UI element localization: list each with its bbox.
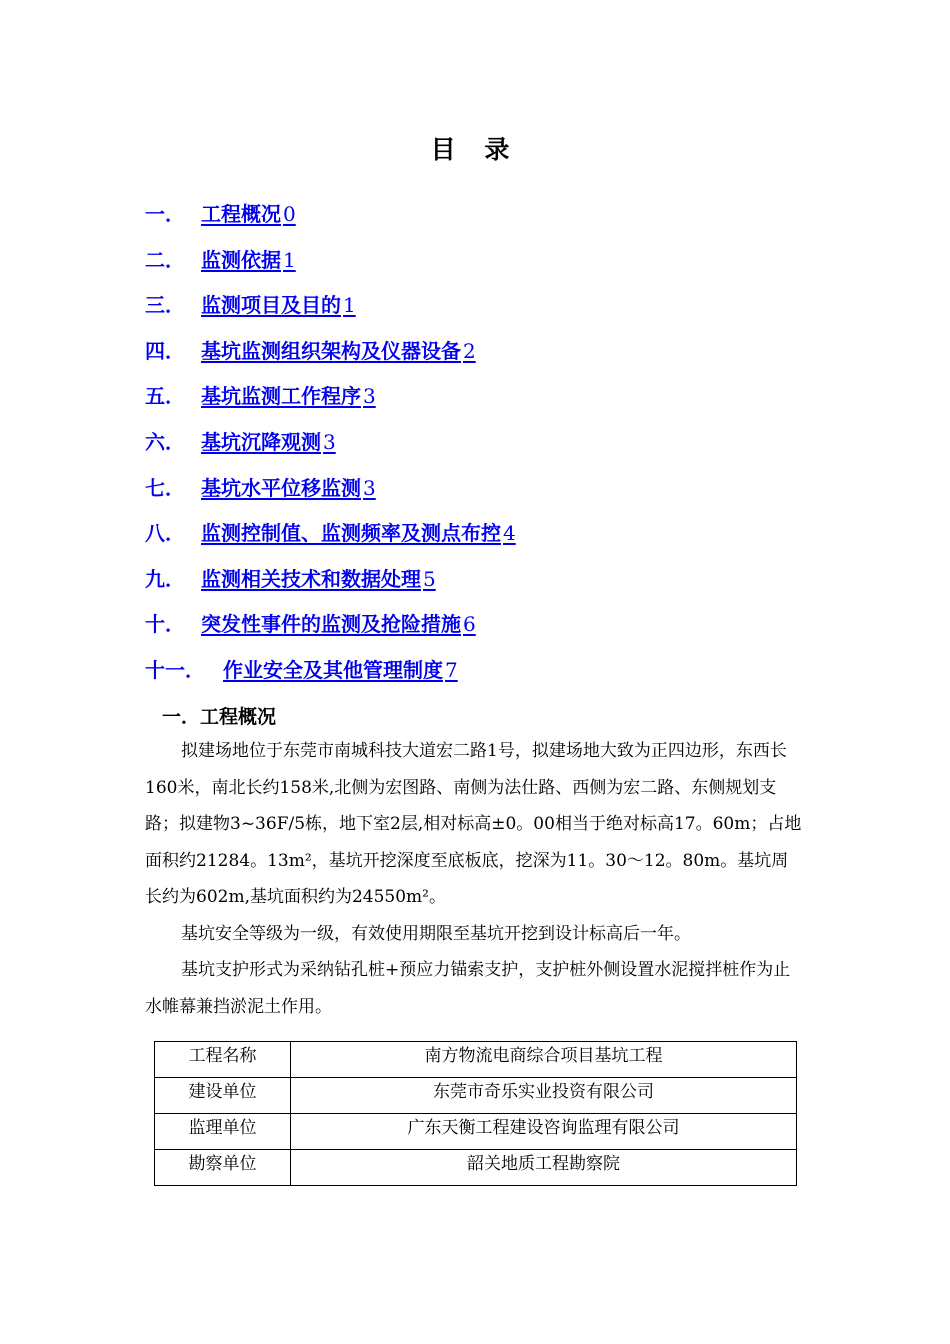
toc-page-number: 0 <box>283 202 296 226</box>
toc-link-1[interactable] <box>145 248 296 272</box>
toc-number: 十一． <box>145 657 205 682</box>
toc-list <box>145 196 516 698</box>
table-value-cell: 广东天衡工程建设咨询监理有限公司 <box>291 1114 797 1150</box>
toc-entry-text: 基坑沉降观测 <box>201 429 321 454</box>
table-label-cell: 建设单位 <box>155 1078 291 1114</box>
toc-page-number: 1 <box>343 293 356 318</box>
toc-page-number: 2 <box>463 338 476 363</box>
toc-entry-text: 监测控制值、监测频率及测点布控 <box>201 521 501 546</box>
toc-entry-text: 工程概况 <box>201 202 281 226</box>
toc-page-number: 3 <box>363 384 376 409</box>
toc-page-number: 5 <box>423 566 436 591</box>
toc-entry-text: 作业安全及其他管理制度 <box>223 657 443 682</box>
table-row <box>155 1150 797 1186</box>
toc-page-number: 6 <box>463 612 476 637</box>
toc-link-8[interactable] <box>145 567 436 591</box>
section-heading: 一．工程概况 <box>162 706 277 728</box>
table-row <box>155 1042 797 1078</box>
toc-page-number: 7 <box>445 657 458 682</box>
toc-entry-text: 基坑水平位移监测 <box>201 475 361 500</box>
toc-item <box>145 424 516 470</box>
toc-number: 八． <box>145 521 185 546</box>
table-value-cell: 东莞市奇乐实业投资有限公司 <box>291 1078 797 1114</box>
toc-number: 六． <box>145 429 185 454</box>
toc-entry-text: 突发性事件的监测及抢险措施 <box>201 612 461 637</box>
toc-number: 七． <box>145 475 185 500</box>
project-info-table <box>154 1041 797 1186</box>
toc-page-number: 1 <box>283 247 296 272</box>
toc-item <box>145 515 516 561</box>
toc-item <box>145 606 516 652</box>
table-label-cell: 监理单位 <box>155 1114 291 1150</box>
toc-number: 五． <box>145 384 185 409</box>
toc-entry-text: 基坑监测组织架构及仪器设备 <box>201 338 461 363</box>
paragraph: 基坑支护形式为采纳钻孔桩+预应力锚索支护，支护桩外侧设置水泥搅拌桩作为止水帷幕兼挡淤泥土作用。 <box>145 960 791 1017</box>
toc-item <box>145 378 516 424</box>
toc-number: 九． <box>145 566 185 591</box>
toc-link-7[interactable] <box>145 521 516 545</box>
toc-number: 一． <box>145 202 185 226</box>
table-row <box>155 1114 797 1150</box>
table-value-cell: 南方物流电商综合项目基坑工程 <box>291 1042 797 1078</box>
toc-item <box>145 333 516 379</box>
toc-item <box>145 470 516 516</box>
paragraph: 基坑安全等级为一级，有效使用期限至基坑开挖到设计标高后一年。 <box>181 923 691 944</box>
toc-title: 目 录 <box>430 135 520 164</box>
toc-link-10[interactable] <box>145 658 458 682</box>
toc-number: 三． <box>145 293 185 318</box>
toc-item <box>145 561 516 607</box>
toc-link-0[interactable] <box>145 202 296 226</box>
toc-page-number: 4 <box>503 521 516 546</box>
paragraph: 拟建场地位于东莞市南城科技大道宏二路1号，拟建场地大致为正四边形，东西长160米，南北长约158米,北侧为宏图路、南侧为法仕路、西侧为宏二路、东侧规划支路；拟建物3~36F/5栋，地下室2层,相对标高±0。00相当于绝对标高17。60m；占地面积约21284。13m²，基坑开挖深度至底板底，挖深为11。30～12。80m。基坑周长约为602m,基坑面积约为24550m²。 <box>145 741 802 907</box>
toc-item <box>145 287 516 333</box>
toc-item <box>145 652 516 698</box>
toc-page-number: 3 <box>363 475 376 500</box>
table-row <box>155 1078 797 1114</box>
section-body <box>145 733 805 1025</box>
toc-link-4[interactable] <box>145 384 376 408</box>
toc-number: 四． <box>145 338 185 363</box>
table-label-cell: 工程名称 <box>155 1042 291 1078</box>
toc-number: 二． <box>145 247 185 272</box>
toc-link-6[interactable] <box>145 476 376 500</box>
toc-link-3[interactable] <box>145 339 476 363</box>
toc-item <box>145 242 516 288</box>
table-label-cell: 勘察单位 <box>155 1150 291 1186</box>
toc-entry-text: 监测依据 <box>201 247 281 272</box>
toc-item <box>145 196 516 242</box>
toc-page-number: 3 <box>323 429 336 454</box>
table-value-cell: 韶关地质工程勘察院 <box>291 1150 797 1186</box>
toc-entry-text: 基坑监测工作程序 <box>201 384 361 409</box>
toc-entry-text: 监测相关技术和数据处理 <box>201 566 421 591</box>
toc-number: 十． <box>145 612 185 637</box>
toc-link-9[interactable] <box>145 612 476 636</box>
toc-link-5[interactable] <box>145 430 336 454</box>
toc-link-2[interactable] <box>145 293 356 317</box>
toc-entry-text: 监测项目及目的 <box>201 293 341 318</box>
